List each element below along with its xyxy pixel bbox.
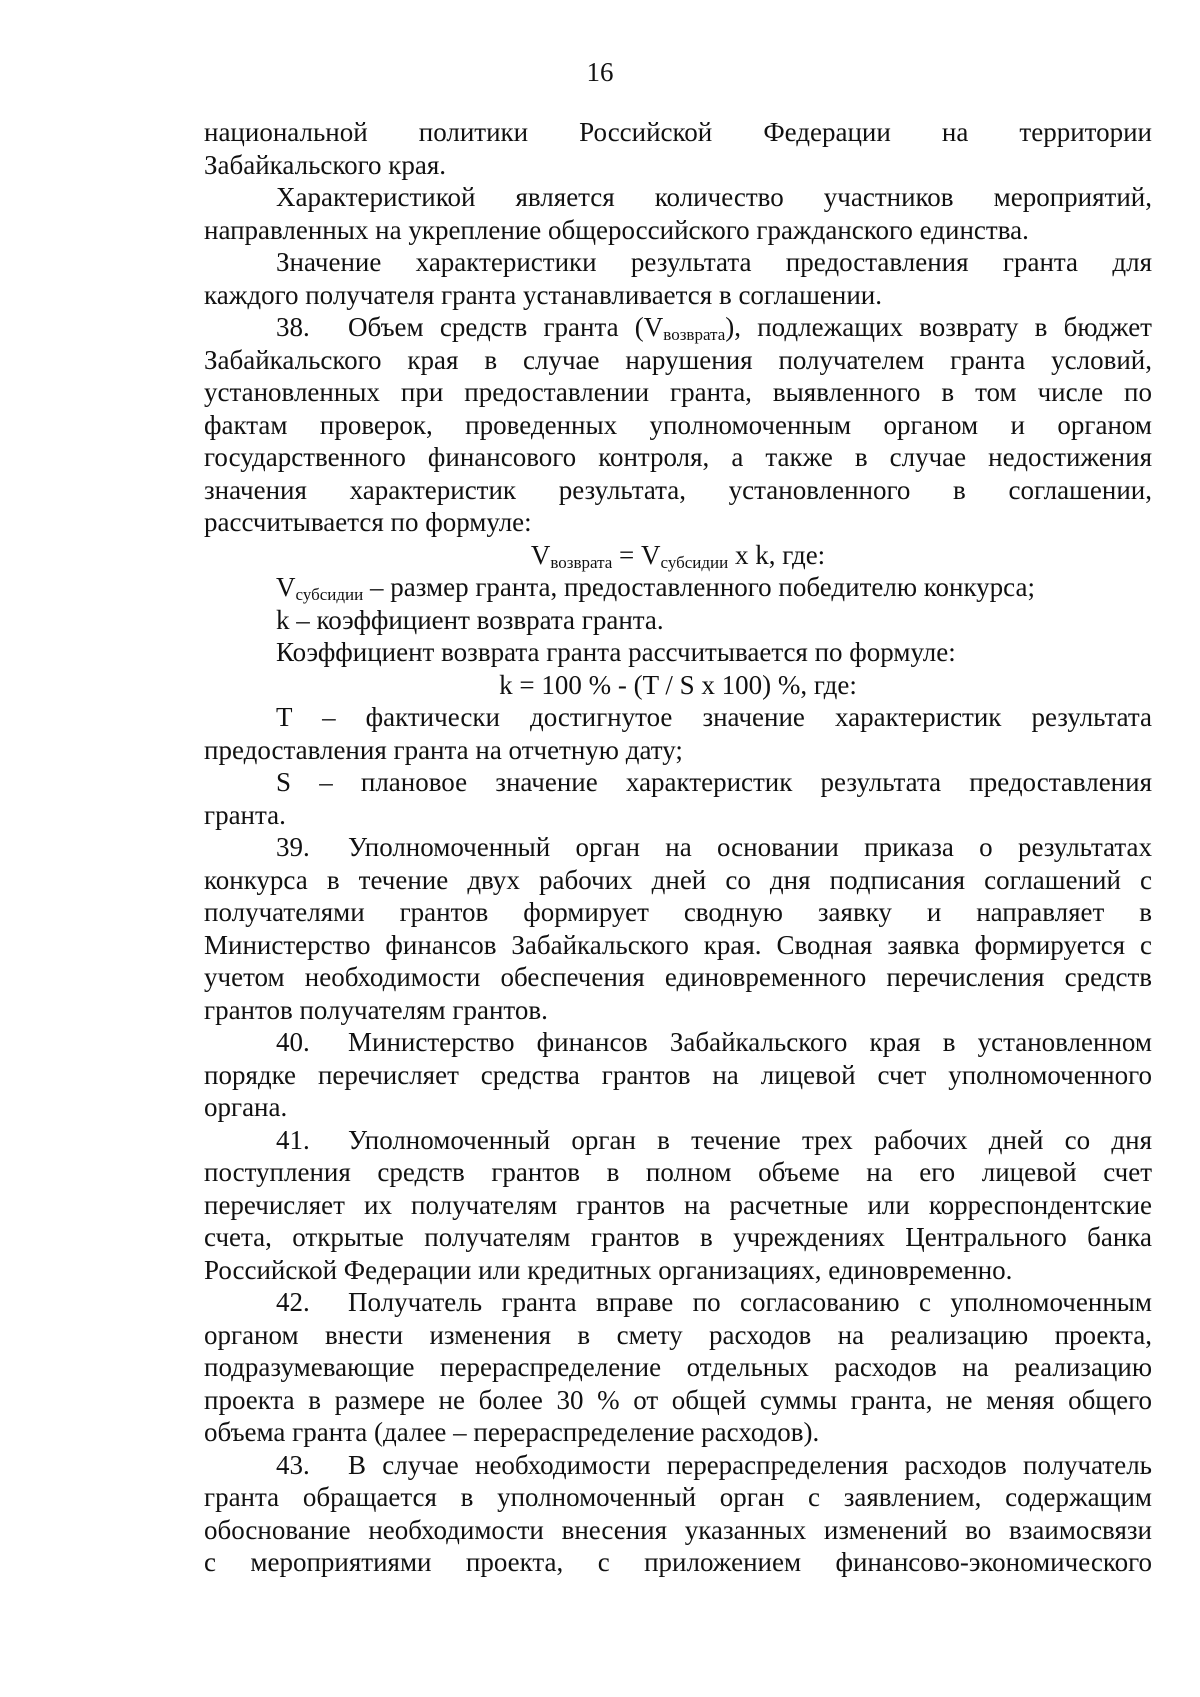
paragraph-number: 40. [276, 1027, 310, 1057]
text-line: конкурса в течение двух рабочих дней со дня подписания соглашений с [204, 864, 1152, 895]
text-line: учетом необходимости обеспечения единовременного перечисления средств [204, 962, 1152, 992]
definition-v-subsidy [204, 571, 1152, 604]
paragraph-number: 42. [276, 1287, 310, 1317]
text-line: порядке перечисляет средства грантов на лицевой счет уполномоченного [204, 1059, 1152, 1090]
text-line: Значение характеристики результата предоставления гранта для [276, 247, 1152, 277]
text-line: грантов получателям грантов. [204, 994, 548, 1025]
text-span: В случае необходимости перераспределения расходов получатель [348, 1449, 1152, 1480]
text-line: установленных при предоставлении гранта, выявленного в том числе по [204, 377, 1152, 407]
formula-return-volume [204, 539, 1152, 572]
text-line: проекта в размере не более 30 % от общей суммы гранта, не меняя общего [204, 1384, 1152, 1415]
page-number: 16 [586, 57, 614, 87]
text-line: Забайкальского края. [204, 149, 447, 180]
formula-var: V [530, 539, 551, 570]
text-span: Уполномоченный орган в течение трех рабочих дней со дня [348, 1124, 1152, 1155]
paragraph-39-first-line [204, 831, 1152, 864]
text-line: Российской Федерации или кредитных организациях, единовременно. [204, 1254, 1013, 1285]
text-line: значения характеристик результата, установленного в соглашении, [204, 474, 1152, 505]
text-line: k – коэффициент возврата гранта. [276, 604, 664, 635]
text-line: гранта обращается в уполномоченный орган с заявлением, содержащим [204, 1482, 1152, 1512]
subscript: субсидии [295, 585, 364, 604]
formula-var: = V [612, 539, 661, 570]
text-line: каждого получателя гранта устанавливается в соглашении. [204, 279, 882, 310]
paragraph-number: 38. [276, 312, 310, 342]
text-line: направленных на укрепление общероссийского гражданского единства. [204, 214, 1029, 245]
text-line: фактам проверок, проведенных уполномоченным органом и органом [204, 409, 1152, 440]
text-line: предоставления гранта на отчетную дату; [204, 734, 683, 765]
text-span: – размер гранта, предоставленного победителю конкурса; [363, 572, 1035, 602]
text-line: государственного финансового контроля, а также в случае недостижения [204, 442, 1152, 472]
text-line: обоснование необходимости внесения указанных изменений во взаимосвязи [204, 1514, 1152, 1545]
paragraph-42-first-line [204, 1286, 1152, 1319]
subscript: возврата [550, 552, 613, 572]
formula-coefficient: k = 100 % - (T / S x 100) %, где: [499, 669, 857, 700]
text-line: счета, открытые получателям грантов в учреждениях Центрального банка [204, 1222, 1152, 1252]
text-line: поступления средств грантов в полном объеме на его лицевой счет [204, 1157, 1152, 1187]
paragraph-number: 41. [276, 1124, 310, 1155]
text-span: Получатель гранта вправе по согласованию с уполномоченным [348, 1287, 1152, 1317]
text-span: Министерство финансов Забайкальского края в установленном [348, 1027, 1152, 1057]
formula-tail: x k, где: [728, 539, 826, 570]
paragraph-number: 39. [276, 832, 310, 862]
text-line: Забайкальского края в случае нарушения получателем гранта условий, [204, 344, 1152, 375]
text-line: гранта. [204, 799, 286, 830]
text-line: подразумевающие перераспределение отдельных расходов на реализацию [204, 1352, 1152, 1382]
text-line: Министерство финансов Забайкальского края. Сводная заявка формируется с [204, 929, 1152, 960]
subscript: субсидии [660, 552, 729, 572]
paragraph-41-first-line [204, 1124, 1152, 1157]
text-line: Характеристикой является количество участников мероприятий, [276, 182, 1152, 212]
text-line: органа. [204, 1092, 288, 1122]
text-line: рассчитывается по формуле: [204, 507, 532, 537]
text-line: Коэффициент возврата гранта рассчитывается по формуле: [276, 637, 956, 667]
text-line: получателями грантов формирует сводную заявку и направляет в [204, 897, 1152, 927]
text-line: S – плановое значение характеристик результата предоставления [276, 767, 1152, 797]
subscript: возврата [663, 325, 726, 344]
formula-var: V [276, 572, 296, 602]
text-line: объема гранта (далее – перераспределение расходов). [204, 1417, 820, 1447]
text-span: Объем средств гранта (V [348, 312, 664, 342]
paragraph-43-first-line [204, 1449, 1152, 1482]
paragraph-number: 43. [276, 1449, 310, 1480]
paragraph-38-first-line [204, 311, 1152, 344]
text-span: ), подлежащих возврату в бюджет [725, 312, 1152, 342]
text-line: органом внести изменения в смету расходов на реализацию проекта, [204, 1319, 1152, 1350]
text-line: с мероприятиями проекта, с приложением финансово-экономического [204, 1547, 1152, 1577]
text-line: национальной политики Российской Федерации на территории [204, 117, 1152, 147]
text-line: T – фактически достигнутое значение характеристик результата [276, 702, 1152, 732]
text-span: Уполномоченный орган на основании приказа о результатах [348, 832, 1152, 862]
paragraph-40-first-line [204, 1026, 1152, 1059]
document-body [204, 116, 1152, 1579]
text-line: перечисляет их получателям грантов на расчетные или корреспондентские [204, 1189, 1152, 1220]
